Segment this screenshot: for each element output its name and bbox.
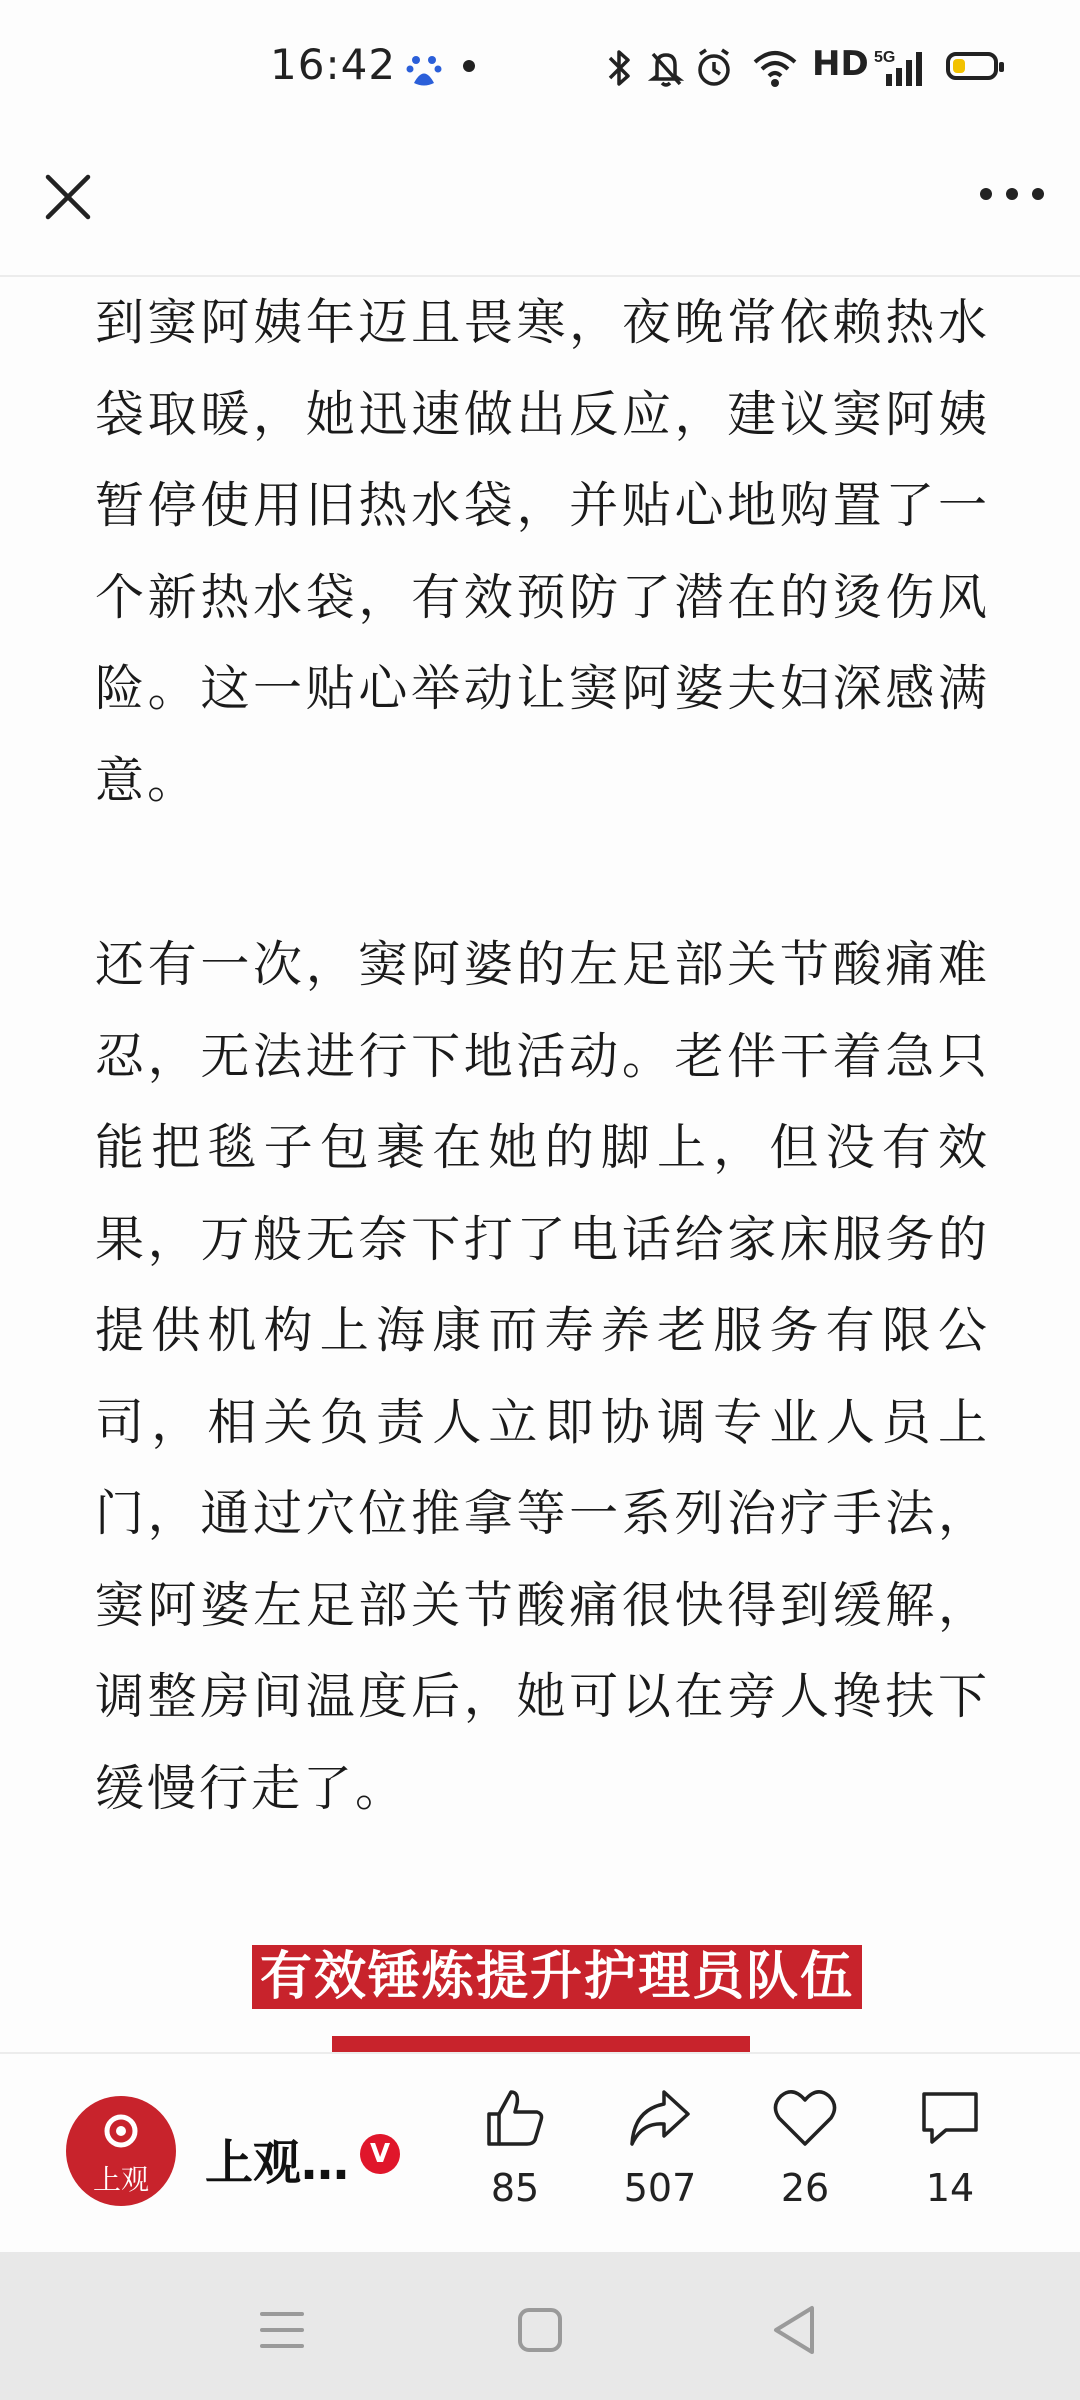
alarm-icon [694,46,734,90]
share-count: 507 [623,2166,697,2210]
wifi-icon [752,46,798,90]
comment-button[interactable] [890,2084,1010,2234]
home-icon[interactable] [510,2300,570,2360]
share-button[interactable] [600,2084,720,2234]
comment-bubble-icon [916,2084,984,2152]
bluetooth-icon [604,46,634,90]
comment-count: 14 [925,2166,975,2210]
verified-badge: V [360,2134,400,2174]
svg-text:5G: 5G [874,49,896,66]
like-button[interactable] [455,2084,575,2234]
top-nav-bar [0,135,1080,277]
author-avatar[interactable] [66,2096,176,2206]
network-hd-label: HD [812,44,869,84]
section-subheading: 有效锤炼提升护理员队伍 [252,1945,862,2009]
share-arrow-icon [626,2084,694,2152]
battery-icon [946,52,998,80]
author-name[interactable]: 上观… [205,2135,350,2191]
thumbs-up-icon [481,2084,549,2152]
more-options-icon[interactable] [972,169,1052,219]
favorite-button[interactable] [745,2084,865,2234]
bottom-action-bar [0,2052,1080,2254]
baidu-paw-icon [404,50,444,90]
back-icon[interactable] [766,2300,826,2360]
notification-dot-icon [463,60,475,72]
mute-bell-icon [648,46,684,90]
article-paragraph: 到窦阿姨年迈且畏寒，夜晚常依赖热水袋取暖，她迅速做出反应，建议窦阿姨暂停使用旧热水袋，并贴心地购置了一个新热水袋，有效预防了潜在的烫伤风险。这一贴心举动让窦阿婆夫妇深感满意。 [95,294,990,809]
battery-level [953,59,965,73]
article-paragraph: 还有一次，窦阿婆的左足部关节酸痛难忍，无法进行下地活动。老伴干着急只能把毯子包裹在她的脚上，但没有效果，万般无奈下打了电话给家床服务的提供机构上海康而寿养老服务有限公司，相关负责人立即协调专业人员上门，通过穴位推拿等一系列治疗手法，窦阿婆左足部关节酸痛很快得到缓解，调整房间温度后，她可以在旁人搀扶下缓慢行走了。 [95,936,990,1817]
like-count: 85 [490,2166,540,2210]
system-navigation-bar [0,2252,1080,2400]
avatar-label: 上观 [92,2163,149,2196]
status-bar [0,0,1080,135]
heart-icon [771,2084,839,2152]
signal-5g-icon [874,46,928,90]
close-icon[interactable] [36,165,100,229]
menu-icon[interactable] [252,2300,312,2360]
status-time: 16:42 [270,40,397,89]
logo-ring-icon [102,2112,140,2150]
favorite-count: 26 [780,2166,830,2210]
